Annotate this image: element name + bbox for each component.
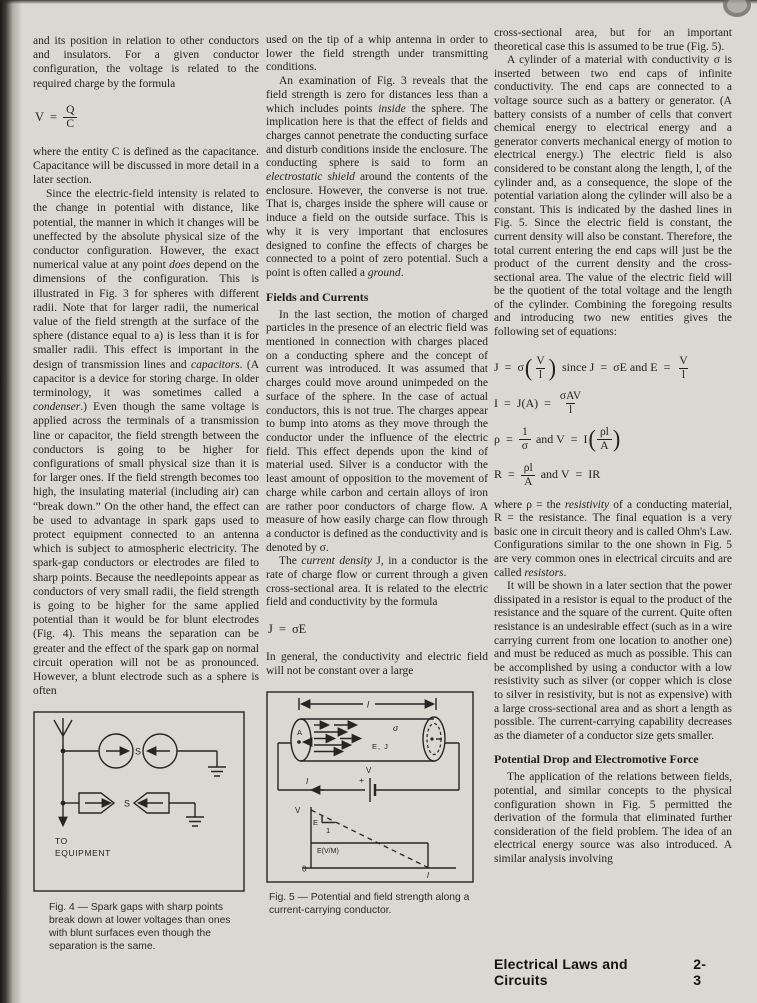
equals-sign: = [278, 622, 286, 637]
formula-lhs: J [268, 622, 273, 637]
paragraph: Since the electric-field intensity is related to the change in potential with distance, like potential, the manner in which it changes will be uneffected by the absolute physical size of the conductor configuration. However, the exact numerical value at any point does depend on the dimensions of the configuration. This is illustrated in Fig. 3 for spheres with different radii. Note that for larger radii, the numerical value of the field strength at the surface of the sphere (distance equal to a) is less than it is for smaller radii. This effect is important in the design of transmission lines and capacitors. (A capacitor is a device for storing charge. In older terminology, it was sometimes called a condenser.) Even though the same voltage is applied across the terminals of a transmission line or capacitor, the field strength between the conductors is going to be higher for configurations of small physical size than it is for larger ones. If the field strength becomes too high, the insulating material (including air) can “break down.” On the other hand, the effect can be used to advantage in spark gaps used to protect equipment connected to an antenna which is subject to atmospheric electricity. The spark-gap conductors or electrodes are filed to sharp points. Because the needlepoints appear as conductors of very small radii, the field strength is going to be higher for the same applied potential than it would be for blunt electrodes (Fig. 4). This means the separation can be greater and the effect of the spark gap on normal circuit operation will not be as pronounced. However, a blunt electrode such as a sphere is often [33, 188, 259, 698]
formula-rhs: σE [291, 622, 307, 637]
v-axis-label: V [295, 806, 301, 816]
field-strength-line [311, 843, 428, 868]
figure-5-diagram [266, 691, 488, 883]
figure-5-caption: Fig. 5 — Potential and field strength along a current-carrying conductor. [269, 892, 470, 917]
paragraph: It will be shown in a later section that the power dissipated in a resistor is equal to the product of the resistance and the square of the current. Quite often resistance is an undesirable effect (such as in a wire carrying current from one location to another one) and must be reduced as much as possible. This can be accomplished by using a conductor with a low resistivity such as silver (or copper which is close to silver in resistivity, but is not as expensive) with a large cross-sectional area and as short a length as possible. The current-carrying capability decreases as the diameter of a conductor size gets smaller. [494, 580, 732, 742]
figure-4-diagram [33, 711, 259, 893]
spark-gap-blunt-electrodes [63, 734, 226, 776]
equation-resistivity: ρ = $\frac{1}{\sigma}$ and V = I ( $\frac{\rho l}{A}$ ) [494, 425, 621, 453]
length-dimension [299, 698, 436, 710]
voltage-label: V [366, 766, 372, 776]
antenna-icon [54, 718, 72, 736]
slope-run-label: 1 [326, 826, 331, 836]
gap-spacing-label: S [135, 746, 142, 757]
scan-corner-mark [723, 0, 751, 17]
footer-page-number: 2-3 [693, 956, 707, 988]
figure-5 [266, 691, 488, 918]
paragraph: and its position in relation to other conductors and insulators. For a given conductor configuration, the voltage is related to the required charge by the formula [33, 35, 259, 90]
to-equipment-label: TO [55, 836, 68, 847]
paragraph: A cylinder of a material with conductivity σ is inserted between two end caps of infinite conductivity. The end caps are connected to a voltage source such as a battery or generator. (A battery consists of a number of cells that convert chemical energy to electrical energy and a generator converts mechanical energy of motion to electrical energy.) The electric field is also considered to be constant along the length, l, of the cylinder and, as a consequence, the slope of the potential variation along the cylinder will also be a constant. This is indicated by the dashed lines in Fig. 5. Since the electric field is constant, the current density will also be constant. Therefore, the total current entering the end caps will just be the product of the current density and the cross-sectional area. The value of the electric field will be the quotient of the total voltage and the length of the cylinder. Combining the foregoing results and introducing two new entities gives the following set of equations: [494, 54, 732, 339]
section-heading-fields-and-currents: Fields and Currents [266, 289, 369, 304]
column-3 [494, 27, 732, 867]
figure-4-caption: Fig. 4 — Spark gaps with sharp points break down at lower voltages than ones with blunt surfaces even though the separation is the same. [49, 902, 231, 952]
ohms-law-equations [494, 355, 732, 489]
ground-icon [208, 767, 226, 776]
conductor-cylinder [291, 717, 445, 761]
formula-j-equals-sigma-e [268, 623, 488, 637]
figure-4 [33, 711, 259, 953]
origin-label: 0 [302, 864, 307, 874]
gap-spacing-label: S [124, 798, 131, 809]
section-heading-potential-drop: Potential Drop and Electromotive Force [494, 752, 699, 767]
x-axis-length-label: l [427, 871, 429, 881]
spark-gap-sharp-electrodes [63, 793, 204, 826]
footer-section-title: Electrical Laws and Circuits [494, 956, 628, 988]
plus-sign: + [359, 775, 364, 786]
paragraph: In the last section, the motion of charged particles in the presence of an electric field was mentioned in connection with charges placed on a conducting sphere and the concept of current was introduced. It was assumed that charges could move around unimpeded on the surface of the sphere. In the case of actual conductors, this is not true. The charges appear to bump into atoms as they move through the conductor under the influence of the electric field. This effect depends upon the kind of material used. Silver is a conductor with the least amount of opposition to the movement of charge while carbon and certain alloys of iron are rather poor conductors of charge flow. A measure of how easily charge can flow through a conductor is defined as the conductivity and is denoted by σ. [266, 308, 488, 554]
paragraph: An examination of Fig. 3 reveals that the field strength is zero for distances less than a which includes points inside the sphere. The implication here is that the effect of fields and charges cannot penetrate the conducting surface and disturb conditions inside the enclosure. The conducting sphere is said to form an electrostatic shield around the contents of the enclosure. However, the converse is not true. That is, charges inside the sphere will cause or induce a field on the outside surface. This is why it is very important that enclosures designed to confine the effects of charges be connected to a point of zero potential. Such a point is often called a ground. [266, 75, 489, 279]
figure-border [34, 712, 244, 891]
equals-sign: = [50, 110, 58, 125]
ground-icon [186, 817, 204, 826]
equation-resistance: R = $\frac{\rho l}{A}$ and V = IR [494, 461, 601, 488]
conductivity-label: σ [393, 723, 399, 734]
paragraph: where ρ = the resistivity of a conducting material, R = the resistance. The final equation is a very basic one in circuit theory and is called Ohm's Law. Configurations similar to the one shown in Fig. 5 are very common ones in electrical circuits and are called resistors. [494, 498, 732, 579]
battery-circuit [278, 743, 459, 802]
area-label: A [297, 728, 303, 738]
formula-v-equals-q-over-c [35, 104, 259, 131]
length-label: l [367, 699, 369, 710]
current-label: I [306, 777, 309, 787]
column-2 [266, 34, 488, 918]
to-equipment-label: EQUIPMENT [55, 848, 111, 859]
paragraph: cross-sectional area, but for an important theoretical case this is assumed to be true (Fig. 5). [494, 27, 732, 53]
potential-slope-line [311, 810, 429, 868]
field-current-label: E, J [372, 742, 389, 752]
fraction: $\frac{Q}{C}$ [63, 104, 77, 131]
page-gutter-shadow [0, 0, 22, 1003]
paragraph: used on the tip of a whip antenna in order to lower the field strength under transmitting conditions. [266, 34, 488, 74]
paragraph: The current density J, in a conductor is the rate of charge flow or current through a given cross-sectional area. It is related to the electric field and conductivity by the formula [266, 555, 488, 609]
page-top-shadow [0, 0, 757, 4]
slope-rise-label: E [313, 818, 319, 828]
field-box-label: E(V/M) [317, 848, 339, 856]
page-footer [494, 956, 732, 988]
paragraph: The application of the relations between fields, potential, and similar concepts to the physical configuration shown in Fig. 5 permitted the derivation of the formula that eliminated further consideration of the field problem. The idea of an electrical energy source was also introduced. A similar analysis involving [494, 771, 732, 865]
column-1 [33, 34, 259, 954]
equation-current-density: J = σ ( $\frac{V}{l}$ ) since J = σE and E = $\frac{V}{l}$ [494, 353, 688, 382]
paragraph: In general, the conductivity and electric field will not be constant over a large [266, 650, 488, 677]
paragraph: where the entity C is defined as the capacitance. Capacitance will be discussed in more detail in a later section. [33, 145, 259, 186]
equation-total-current: I = J(A) = $\frac{\text{σAV}}{l}$ [494, 390, 582, 417]
formula-lhs: V [35, 110, 45, 125]
potential-graph [295, 806, 456, 880]
